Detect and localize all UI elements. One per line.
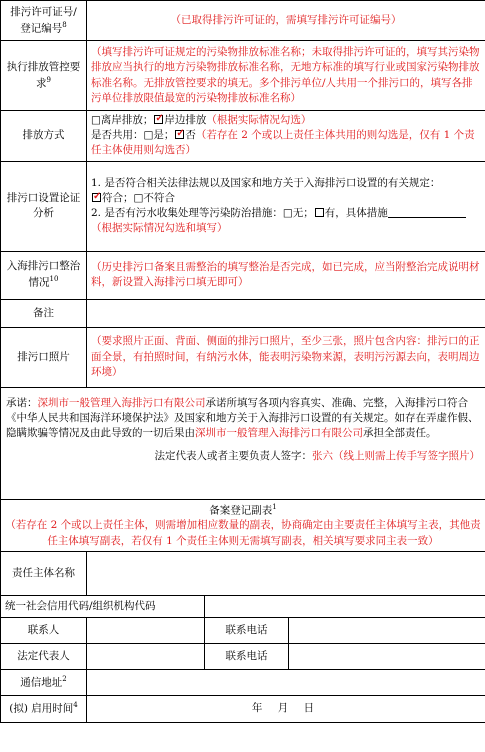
start-row: [1, 695, 485, 722]
measures-checkbox[interactable]: [315, 208, 324, 217]
promise-tail: 承担全部责任。: [363, 427, 437, 440]
shore-option: 岸边排放: [164, 114, 207, 126]
contact-row: [1, 617, 485, 643]
legal-row: [1, 643, 485, 669]
promise-body: 承诺所填写各项内容真实、准确、完整，入海排污口符合《中华人民共和国海洋环境保护法》及国家和地方关于入海排污口设置的有关规定。如存在弄虚作假、隐瞒欺骗等情况及由此导致的一切后果由: [6, 396, 479, 440]
credit-value[interactable]: [205, 595, 485, 617]
entity-value[interactable]: [87, 551, 485, 595]
sub-header-row: [1, 499, 485, 551]
promise-lead: 承诺：: [6, 396, 38, 409]
standard-label-cell: 执行排放管控要求$^9$: [1, 41, 87, 111]
comply-option: 符合；: [102, 191, 134, 204]
promise-company-2: 深圳市一般管理入海排污口有限公司: [195, 427, 363, 440]
contact-phone-value[interactable]: [289, 617, 485, 643]
shared-no-checkbox[interactable]: [175, 130, 184, 139]
not-comply-option[interactable]: □不符合: [133, 191, 175, 204]
rectify-label-cell: 入海排污口整治情况$^{10}$: [1, 251, 87, 299]
analysis-label: 排污口设置论证分析: [1, 161, 87, 251]
method-row: [1, 111, 485, 162]
shared-yes-option[interactable]: 是否共用：□是；: [91, 129, 175, 142]
address-row: [1, 669, 485, 695]
permit-label-cell: 排污许可证号/登记编号$^8$: [1, 1, 87, 41]
legal-phone-label: 联系电话: [205, 643, 289, 669]
contact-value[interactable]: [87, 617, 205, 643]
start-label: (拟) 启用时间: [9, 702, 74, 715]
sign-name: 张六: [312, 450, 333, 463]
remark-label: 备注: [1, 299, 87, 327]
permit-row: [1, 1, 485, 41]
promise-row: [1, 387, 485, 499]
contact-phone-label: 联系电话: [205, 617, 289, 643]
shared-no-option: 否: [185, 129, 196, 142]
measures-option: 有，具体措施: [324, 207, 388, 220]
remark-value[interactable]: [87, 299, 485, 327]
credit-row: [1, 595, 485, 617]
promise-cell: [1, 387, 485, 499]
offshore-option[interactable]: □离岸排放；: [91, 114, 154, 126]
permit-note: （已取得排污许可证的，需填写排污许可证编号）: [87, 1, 485, 41]
analysis-row: [1, 161, 485, 251]
legal-phone-value[interactable]: [289, 643, 485, 669]
analysis-q2: 2. 是否有污水收集处理等污染防治措施：□无；: [91, 207, 314, 220]
photo-row: [1, 327, 485, 387]
measures-input[interactable]: [388, 207, 466, 218]
legal-value[interactable]: [87, 643, 205, 669]
credit-label: 统一社会信用代码/组织机构代码: [1, 595, 205, 617]
address-label: 通信地址: [20, 676, 63, 689]
rectify-row: [1, 251, 485, 299]
permit-label: 排污许可证号/登记编号: [10, 5, 77, 35]
analysis-content: [87, 161, 485, 251]
method-note: （根据实际情况勾选）: [206, 114, 312, 126]
address-value[interactable]: [87, 669, 485, 695]
method-content: [87, 111, 485, 162]
legal-label: 法定代表人: [1, 643, 87, 669]
start-label-cell: (拟) 启用时间$^4$: [1, 695, 87, 722]
entity-row: [1, 551, 485, 595]
sub-note: （若存在 2 个或以上责任主体，则需增加相应数量的副表，协商确定由主要责任主体填写主表，其他责任主体填写副表，若仅有 1 个责任主体则无需填写副表，相关填写要求同主表一致）: [5, 519, 481, 547]
analysis-q1: 1. 是否符合相关法律法规以及国家和地方关于入海排污口设置的有关规定：: [91, 176, 441, 189]
sub-title: 备案登记副表: [209, 504, 273, 517]
start-date-value[interactable]: 年 月 日: [87, 695, 485, 722]
rectify-label: 入海排污口整治情况: [6, 260, 81, 289]
photo-label: 排污口照片: [1, 327, 87, 387]
standard-note: （填写排污许可证规定的污染物排放标准名称；未取得排污许可证的，填写其污染物排放应当执行的地方污染物排放标准名称，无地方标准的填写行业或国家污染物排放标准名称。无排放管控要求的填无。多个排污单位/人共用一个排污口的，填写各排污单位排放限值最宽的污染物排放标准名称）: [87, 41, 485, 111]
method-label: 排放方式: [1, 111, 87, 162]
rectify-note: （历史排污口备案且需整治的填写整治是否完成，如已完成，应当附整治完成说明材料，新设置入海排污口填无即可）: [87, 251, 485, 299]
contact-label: 联系人: [1, 617, 87, 643]
sign-label: 法定代表人或者主要负责人签字：: [154, 450, 312, 463]
entity-label: 责任主体名称: [1, 551, 87, 595]
sub-header-cell: 备案登记副表$^1$ （若存在 2 个或以上责任主体，则需增加相应数量的副表，协商确定由主要责任主体填写主表，其他责任主体填写副表，若仅有 1 个责任主体则无需填写副表，相关填写要求同主表一致）: [1, 499, 485, 551]
promise-company-1: 深圳市一般管理入海排污口有限公司: [37, 396, 206, 409]
analysis-note: （根据实际情况勾选和填写）: [91, 222, 228, 235]
standard-row: [1, 41, 485, 111]
sign-note: （线上则需上传手写签字照片）: [333, 450, 480, 463]
shore-checkbox[interactable]: [154, 115, 163, 124]
photo-note: （要求照片正面、背面、侧面的排污口照片，至少三张，照片包含内容：排污口的正面全景，有拍照时间，有纳污水体，能表明污染物来源，表明污污源去向，表明周边环境）: [87, 327, 485, 387]
comply-checkbox[interactable]: [92, 193, 101, 202]
shared-note: （若存在 2 个或以上责任主体共用的则勾选是，仅有 1 个责任主体使用则勾选否）: [91, 129, 475, 157]
standard-label: 执行排放管控要求: [6, 60, 81, 90]
address-label-cell: 通信地址$^2$: [1, 669, 87, 695]
remark-row: [1, 299, 485, 327]
